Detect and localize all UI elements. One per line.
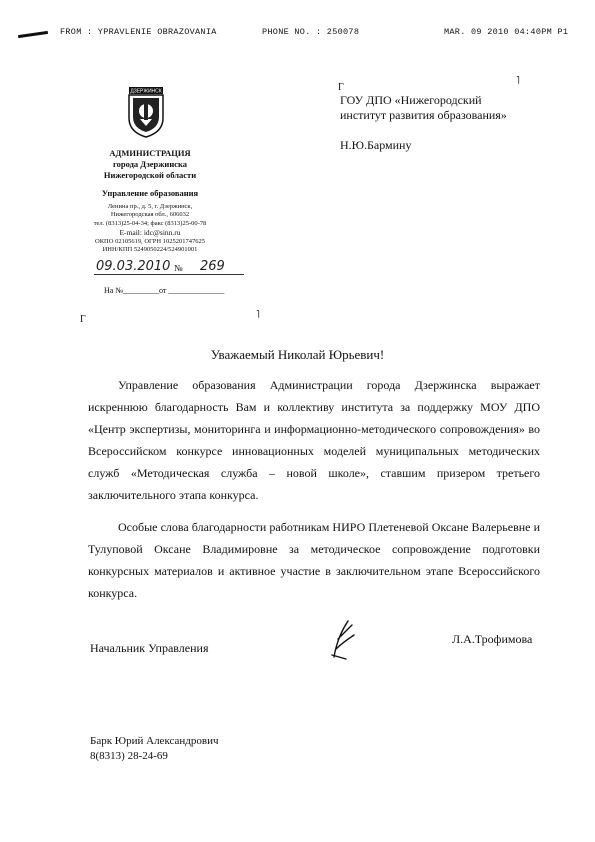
paragraph-1: Управление образования Администрации города Дзержинска выражает искреннюю благодарность Вам и коллективу института за поддержку МОУ ДПО «Центр экспертизы, мониторинга и информационно-методического сопровождения» во Всероссийском конкурсе инновационных моделей муниципальных методических служб «Методическая служба – новой школе», ставшим призером третьего заключительного этапа конкурса.	[88, 378, 540, 502]
sender-address-1: Ленина пр., д. 5, г. Дзержинск,	[107, 203, 193, 210]
sender-admin: АДМИНИСТРАЦИЯ	[109, 148, 191, 158]
signature-title: Начальник Управления	[90, 641, 209, 655]
fax-from: FROM : YPRAVLENIE OBRAZOVANIA	[60, 27, 217, 37]
fax-phone: PHONE NO. : 250078	[262, 27, 360, 37]
sender-okpo: ОКПО 02105619, ОГРН 1025201747625	[95, 238, 205, 245]
sender-inn: ИНН/КПП 5249050224/524901001	[102, 246, 198, 253]
handwritten-signature	[322, 615, 362, 663]
sender-city: города Дзержинска	[112, 159, 188, 169]
recipient-name: Н.Ю.Бармину	[340, 138, 412, 152]
recipient-line-2: институт развития образования»	[340, 108, 507, 122]
sender-email: E-mail: idc@sinn.ru	[119, 228, 181, 237]
corner-mark-top-right: ˥	[516, 76, 520, 87]
executor-name: Барк Юрий Александрович	[90, 735, 219, 747]
corner-mark-mid-right: ˥	[256, 310, 260, 321]
corner-mark-top-left: Г	[338, 82, 344, 93]
emblem-caption: ДЗЕРЖИНСК	[130, 88, 162, 95]
letter-date: 09.03.2010	[96, 259, 171, 274]
sender-department: Управление образования	[101, 188, 199, 198]
executor-phone: 8(8313) 28-24-69	[90, 750, 168, 762]
city-coat-of-arms-icon	[126, 86, 166, 138]
date-underline	[94, 274, 244, 275]
letter-number-prefix: №	[174, 263, 183, 273]
corner-mark-mid-left: Г	[80, 314, 86, 325]
paragraph-2: Особые слова благодарности работникам НИРО Плетеневой Оксане Валерьевне и Тулуповой Оксане Владимировне за методическое сопровождение подготовки конкурсных материалов и активное участие в заключительном этапе Всероссийского конкурса.	[88, 520, 540, 600]
salutation: Уважаемый Николай Юрьевич!	[210, 347, 385, 362]
letter-number: 269	[200, 259, 225, 274]
sender-region: Нижегородской области	[103, 170, 197, 180]
recipient-line-1: ГОУ ДПО «Нижегородский	[340, 93, 482, 107]
signature-name: Л.А.Трофимова	[452, 632, 533, 646]
sender-phones: тел. (8313)25-04-34; факс (8313)25-00-78	[93, 220, 207, 227]
fax-datetime: MAR. 09 2010 04:40PM P1	[444, 27, 569, 37]
sender-address-2: Нижегородская обл., 606032	[110, 211, 190, 218]
pen-mark	[18, 31, 48, 38]
reference-line: На №_________от ______________	[104, 286, 225, 295]
